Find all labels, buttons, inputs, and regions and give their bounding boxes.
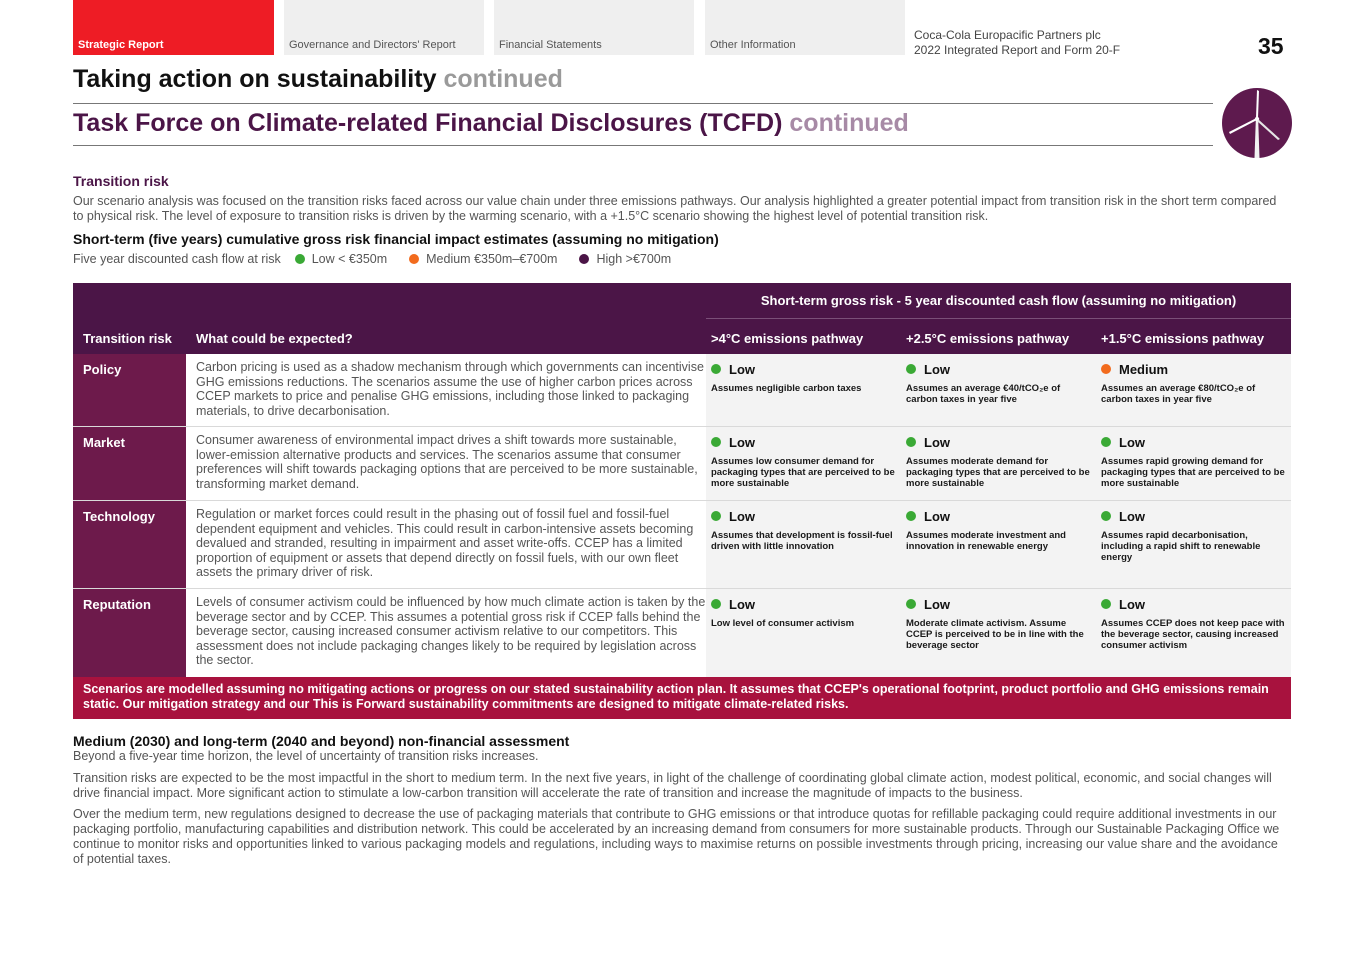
tab-financial-statements[interactable] xyxy=(494,0,694,55)
col-header-1-5c: +1.5°C emissions pathway xyxy=(1101,331,1265,346)
divider xyxy=(73,103,1213,104)
medium-dot-icon xyxy=(1101,364,1111,374)
lvl xyxy=(1101,597,1285,611)
tab-label: Governance and Directors' Report xyxy=(289,39,456,51)
note: Assumes an average €40/tCO₂e of carbon taxes in year five xyxy=(906,383,1061,405)
table-row xyxy=(73,427,1291,501)
table-header xyxy=(73,283,1291,354)
risk-cell xyxy=(706,427,901,500)
legend-label: Five year discounted cash flow at risk xyxy=(73,252,281,266)
report-name: 2022 Integrated Report and Form 20-F xyxy=(914,43,1121,57)
note: Assumes rapid growing demand for packaging types that are perceived to be more sustainable xyxy=(1101,456,1285,489)
medium-dot-icon xyxy=(409,254,419,264)
tab-governance[interactable] xyxy=(284,0,484,55)
page-title-suffix: continued xyxy=(443,65,563,93)
note: Assumes rapid decarbonisation, including a rapid shift to renewable energy xyxy=(1101,530,1261,563)
legend-item-label: Medium €350m–€700m xyxy=(426,252,558,266)
col-header-2-5c: +2.5°C emissions pathway xyxy=(906,331,1070,346)
lvl xyxy=(711,509,895,523)
table-row xyxy=(73,354,1291,427)
note: Low level of consumer activism xyxy=(711,618,855,629)
lvl xyxy=(711,597,895,611)
element: Low xyxy=(924,434,950,450)
lvl xyxy=(906,362,1090,376)
lvl xyxy=(1101,362,1285,376)
risk-cell xyxy=(901,589,1096,677)
company-name: Coca-Cola Europacific Partners plc xyxy=(914,28,1101,42)
element: Low xyxy=(1119,596,1145,612)
intro-paragraph: Our scenario analysis was focused on the transition risks faced across our value chain under three emissions pathways. Our analysis highlighted a greater potential impact from transition risk in the short term compared to physical risk. The level of exposure to transition risks is driven by the warming scenario, with a +1.5°C scenario showing the highest level of potential transition risk. xyxy=(73,194,1277,223)
legend-item-label: Low < €350m xyxy=(311,252,388,266)
low-dot-icon xyxy=(1101,511,1111,521)
high-dot-icon xyxy=(579,254,589,264)
element: Low xyxy=(729,596,755,612)
note: Assumes moderate investment and innovation in renewable energy xyxy=(906,530,1066,552)
wind-turbine-icon xyxy=(1222,88,1292,158)
col-header-4c: >4°C emissions pathway xyxy=(711,331,864,346)
tab-strategic-report[interactable] xyxy=(73,0,274,55)
note: Assumes negligible carbon taxes xyxy=(711,383,862,394)
low-dot-icon xyxy=(906,437,916,447)
tab-label: Financial Statements xyxy=(499,39,602,51)
low-dot-icon xyxy=(711,599,721,609)
legend-item-high xyxy=(579,252,671,266)
element: Low xyxy=(924,596,950,612)
risk-cell xyxy=(1096,589,1291,677)
risk-cell xyxy=(706,589,901,677)
section-title-suffix: continued xyxy=(789,109,909,137)
low-dot-icon xyxy=(295,254,305,264)
note: Assumes that development is fossil-fuel driven with little innovation xyxy=(711,530,893,552)
low-dot-icon xyxy=(906,364,916,374)
tab-label: Other Information xyxy=(710,39,796,51)
row-description: Levels of consumer activism could be influenced by how much climate action is taken by the beverage sector and by CCEP. This assumes a potential gross risk if CCEP falls behind the beverage sector, causing increased consumer activism relative to our competitors. This assessment does not include packaging changes likely to be required by legislation across the sector. xyxy=(196,595,706,667)
paragraph: Beyond a five-year time horizon, the level of uncertainty of transition risks increases. xyxy=(73,749,539,763)
lvl xyxy=(906,435,1090,449)
section-title-text: Task Force on Climate-related Financial Disclosures (TCFD) xyxy=(73,109,783,137)
low-dot-icon xyxy=(711,364,721,374)
page-title-text: Taking action on sustainability xyxy=(73,65,437,93)
row-label: Policy xyxy=(73,354,186,426)
legend-item-medium xyxy=(409,252,557,266)
risk-cell xyxy=(901,501,1096,588)
page-number: 35 xyxy=(1258,33,1284,59)
element: Low xyxy=(729,434,755,450)
table-row xyxy=(73,501,1291,589)
row-label: Technology xyxy=(73,501,186,588)
lvl xyxy=(1101,435,1285,449)
risk-cell xyxy=(706,501,901,588)
row-description: Regulation or market forces could result in the phasing out of fossil fuel and fossil-fuel dependent equipment and vehicles. This could result in carbon-intensive assets becoming devalued and stranded, resulting in impairment and asset write-offs. CCEP has a limited proportion of equipment or assets that depend directly on fossil fuels, with our own fleet assets the primary driver of risk. xyxy=(196,507,694,579)
note: Assumes moderate demand for packaging types that are perceived to be more sustainable xyxy=(906,456,1090,489)
row-description: Consumer awareness of environmental impact drives a shift towards more sustainable, lower-emission alternative products and services. The scenarios assume that consumer preferences will shift towards packaging options that are perceived to be more sustainable, transforming market demand. xyxy=(196,433,698,491)
element: Low xyxy=(1119,434,1145,450)
tab-label: Strategic Report xyxy=(78,39,164,51)
low-dot-icon xyxy=(1101,599,1111,609)
low-dot-icon xyxy=(1101,437,1111,447)
estimates-heading: Short-term (five years) cumulative gross risk financial impact estimates (assuming no mitigation) xyxy=(73,231,719,247)
span-header: Short-term gross risk - 5 year discounted cash flow (assuming no mitigation) xyxy=(706,283,1291,319)
legend-item-label: High >€700m xyxy=(596,252,672,266)
low-dot-icon xyxy=(906,511,916,521)
company-info xyxy=(914,28,1120,58)
note: Assumes CCEP does not keep pace with the beverage sector, causing increased consumer activism xyxy=(1101,618,1285,651)
element: Medium xyxy=(1119,361,1169,377)
element: Low xyxy=(1119,508,1145,524)
page-title xyxy=(73,65,563,94)
lvl xyxy=(711,362,895,376)
row-description: Carbon pricing is used as a shadow mechanism through which governments can incentivise GHG emissions reductions. The scenarios assume the use of higher carbon prices across CCEP markets to price and penalise GHG emissions, including those linked to packaging materials, to drive decarbonisation. xyxy=(196,360,704,418)
transition-risk-table xyxy=(73,283,1291,677)
table-row xyxy=(73,589,1291,677)
note: Moderate climate activism. Assume CCEP is perceived to be in line with the beverage sector xyxy=(906,618,1084,651)
risk-cell xyxy=(1096,501,1291,588)
tab-other-information[interactable] xyxy=(705,0,905,55)
low-dot-icon xyxy=(711,511,721,521)
long-term-heading: Medium (2030) and long-term (2040 and beyond) non-financial assessment xyxy=(73,733,570,749)
lvl xyxy=(711,435,895,449)
row-label: Reputation xyxy=(73,589,186,677)
risk-cell xyxy=(706,354,901,426)
lvl xyxy=(906,509,1090,523)
risk-cell xyxy=(1096,354,1291,426)
element: Low xyxy=(729,508,755,524)
lvl xyxy=(1101,509,1285,523)
paragraph: Transition risks are expected to be the most impactful in the short to medium term. In the next five years, in light of the challenge of coordinating global climate action, modest political, economic, and social changes will drive financial impact. More significant action to stimulate a low-carbon transition will accelerate the rate of transition and increase the magnitude of impacts to the business. xyxy=(73,771,1272,800)
table-footnote: Scenarios are modelled assuming no mitigating actions or progress on our stated sustainability action plan. It assumes that CCEP's operational footprint, product portfolio and GHG emissions remain static. Our mitigation strategy and our This is Forward sustainability commitments are designed to mitigate climate-related risks. xyxy=(73,677,1291,719)
note: Assumes an average €80/tCO₂e of carbon taxes in year five xyxy=(1101,383,1256,405)
risk-cell xyxy=(901,354,1096,426)
legend xyxy=(73,252,671,266)
section-title xyxy=(73,109,909,138)
risk-cell xyxy=(901,427,1096,500)
low-dot-icon xyxy=(711,437,721,447)
element: Low xyxy=(924,508,950,524)
row-label: Market xyxy=(73,427,186,500)
paragraph: Over the medium term, new regulations designed to decrease the use of packaging materials that contribute to GHG emissions or that introduce quotas for refillable packaging could require additional investments in our packaging portfolio, manufacturing capabilities and distribution network. This could be accelerated by an increasing demand from consumers for more sustainable products. Through our Sustainable Packaging Office we continue to monitor risks and opportunities linked to various packaging models and regulations, including ways to maximise returns on possible investments through pricing, increasing our value share and the avoidance of potential taxes. xyxy=(73,807,1280,866)
element: Low xyxy=(729,361,755,377)
low-dot-icon xyxy=(906,599,916,609)
element: Low xyxy=(924,361,950,377)
divider xyxy=(73,145,1213,146)
note: Assumes low consumer demand for packaging types that are perceived to be more sustainable xyxy=(711,456,895,489)
legend-item-low xyxy=(295,252,387,266)
risk-cell xyxy=(1096,427,1291,500)
lvl xyxy=(906,597,1090,611)
transition-risk-heading: Transition risk xyxy=(73,173,169,189)
col-header-risk: Transition risk xyxy=(83,331,172,346)
col-header-expected: What could be expected? xyxy=(196,331,353,346)
